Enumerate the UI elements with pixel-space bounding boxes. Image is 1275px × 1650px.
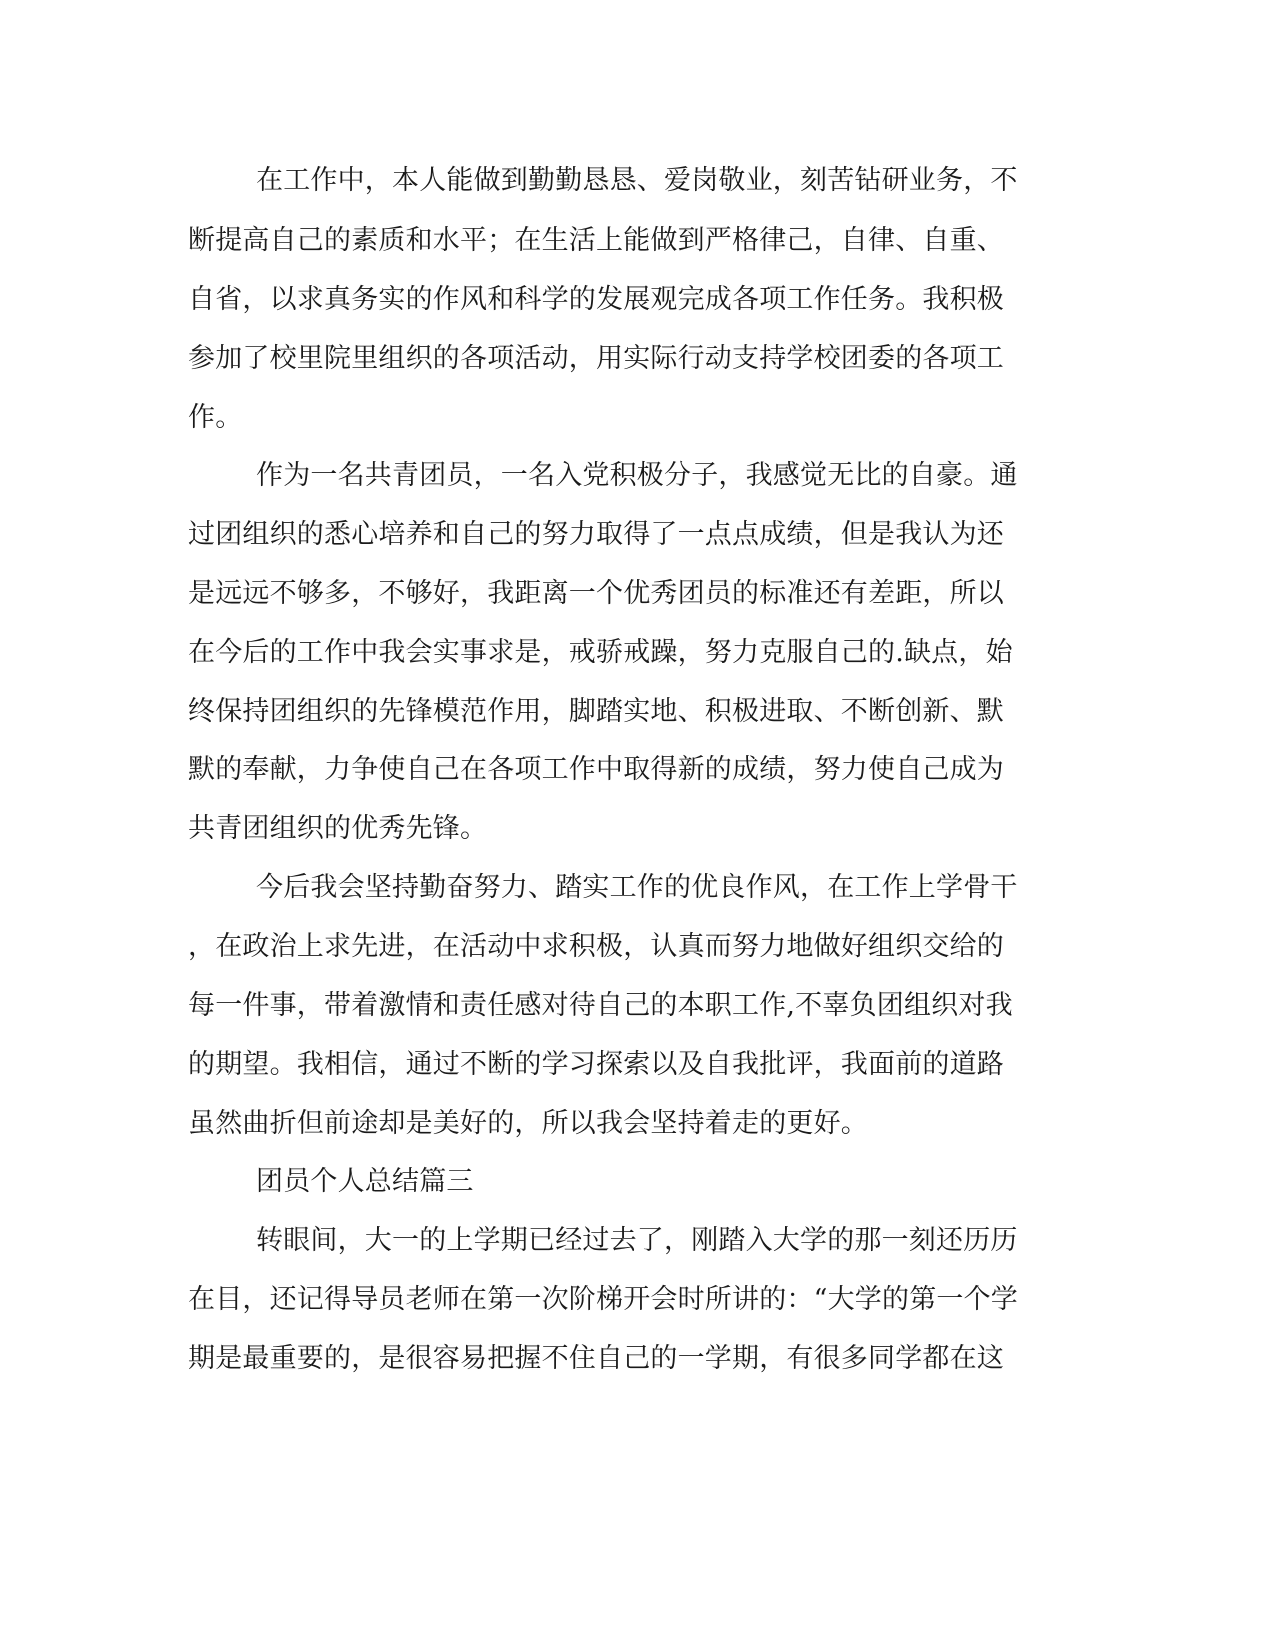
section-heading: 团员个人总结篇三 [256, 1166, 474, 1197]
paragraph-1-line-1: 在工作中，本人能做到勤勤恳恳、爱岗敬业，刻苦钻研业务，不 [256, 165, 1018, 196]
paragraph-2-line-1: 作为一名共青团员，一名入党积极分子，我感觉无比的自豪。通 [256, 460, 1018, 491]
paragraph-4-line-1: 转眼间，大一的上学期已经过去了，刚踏入大学的那一刻还历历 [256, 1225, 1018, 1256]
paragraph-1-line-5: 作。 [188, 402, 243, 433]
paragraph-3-line-2: ，在政治上求先进，在活动中求积极，认真而努力地做好组织交给的 [188, 931, 1004, 962]
paragraph-3-line-3: 每一件事，带着激情和责任感对待自己的本职工作,不辜负团组织对我 [188, 990, 1013, 1021]
paragraph-3-line-1: 今后我会坚持勤奋努力、踏实工作的优良作风，在工作上学骨干 [256, 872, 1018, 903]
paragraph-3-line-4: 的期望。我相信，通过不断的学习探索以及自我批评，我面前的道路 [188, 1049, 1004, 1080]
paragraph-2-line-2: 过团组织的悉心培养和自己的努力取得了一点点成绩，但是我认为还 [188, 519, 1004, 550]
paragraph-1-line-4: 参加了校里院里组织的各项活动，用实际行动支持学校团委的各项工 [188, 343, 1004, 374]
paragraph-2-line-5: 终保持团组织的先锋模范作用，脚踏实地、积极进取、不断创新、默 [188, 696, 1004, 727]
paragraph-4-line-2: 在目，还记得导员老师在第一次阶梯开会时所讲的：“大学的第一个学 [188, 1284, 1019, 1315]
paragraph-1-line-2: 断提高自己的素质和水平；在生活上能做到严格律己，自律、自重、 [188, 225, 1004, 256]
paragraph-3-line-5: 虽然曲折但前途却是美好的，所以我会坚持着走的更好。 [188, 1108, 868, 1139]
paragraph-4-line-3: 期是最重要的，是很容易把握不住自己的一学期，有很多同学都在这 [188, 1343, 1004, 1374]
paragraph-2-line-4: 在今后的工作中我会实事求是，戒骄戒躁，努力克服自己的.缺点，始 [188, 637, 1013, 668]
paragraph-2-line-7: 共青团组织的优秀先锋。 [188, 813, 488, 844]
paragraph-2-line-3: 是远远不够多，不够好，我距离一个优秀团员的标准还有差距，所以 [188, 578, 1004, 609]
paragraph-1-line-3: 自省，以求真务实的作风和科学的发展观完成各项工作任务。我积极 [188, 284, 1004, 315]
paragraph-2-line-6: 默的奉献，力争使自己在各项工作中取得新的成绩，努力使自己成为 [188, 754, 1004, 785]
